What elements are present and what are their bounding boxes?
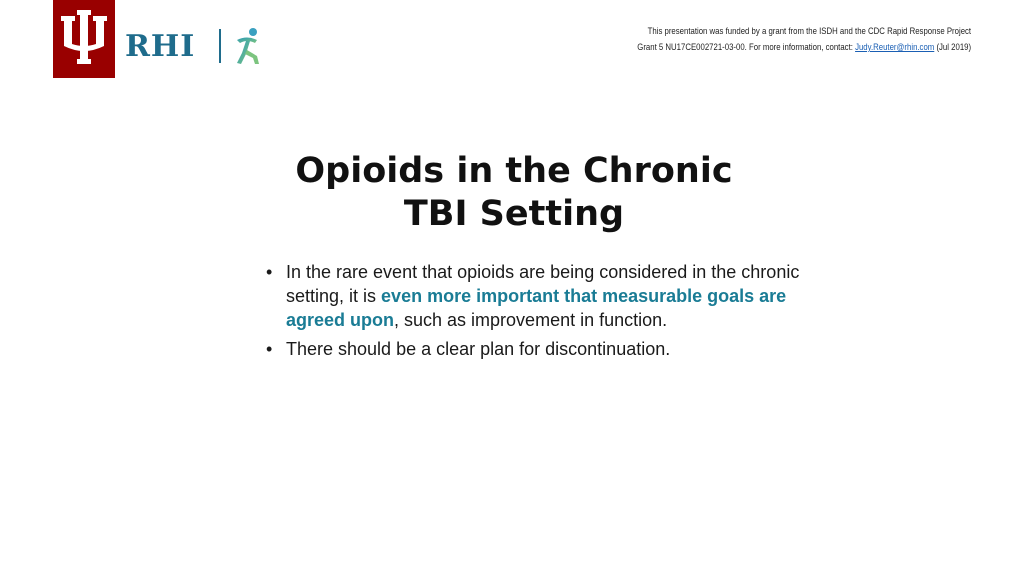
runner-icon [229,26,265,66]
funding-notice [637,24,971,56]
slide-title [214,150,814,236]
funding-grant-text: Grant 5 NU17CE002721-03-00. For more information, contact: [637,42,855,53]
slide-title-line-1: Opioids in the Chronic [295,151,733,191]
bullet-1-text: In the rare event that opioids are being considered in the chronic setting, it is [286,262,800,306]
slide-title-line-2: TBI Setting [403,194,625,234]
logo-divider [219,29,221,63]
bullet-marker: • [266,339,273,359]
funding-date: (Jul 2019) [934,42,971,53]
trident-icon [53,0,115,78]
bullet-1-tail: , such as improvement in function. [394,310,668,330]
funding-line-1: This presentation was funded by a grant from the ISDH and the CDC Rapid Response Project [647,26,971,37]
bullet-list [266,260,826,366]
contact-email-link[interactable]: Judy.Reuter@rhin.com [854,42,935,53]
bullet-item [266,260,826,332]
funding-line-2 [637,40,971,56]
bullet-1-highlight: even more important that measurable goals are agreed upon [286,286,787,330]
bullet-marker: • [266,262,273,282]
bullet-item [266,337,826,361]
rhi-logo-text: RHI [125,29,196,64]
bullet-2-text: There should be a clear plan for discontinuation. [286,339,671,359]
iu-trident-logo [53,0,115,78]
